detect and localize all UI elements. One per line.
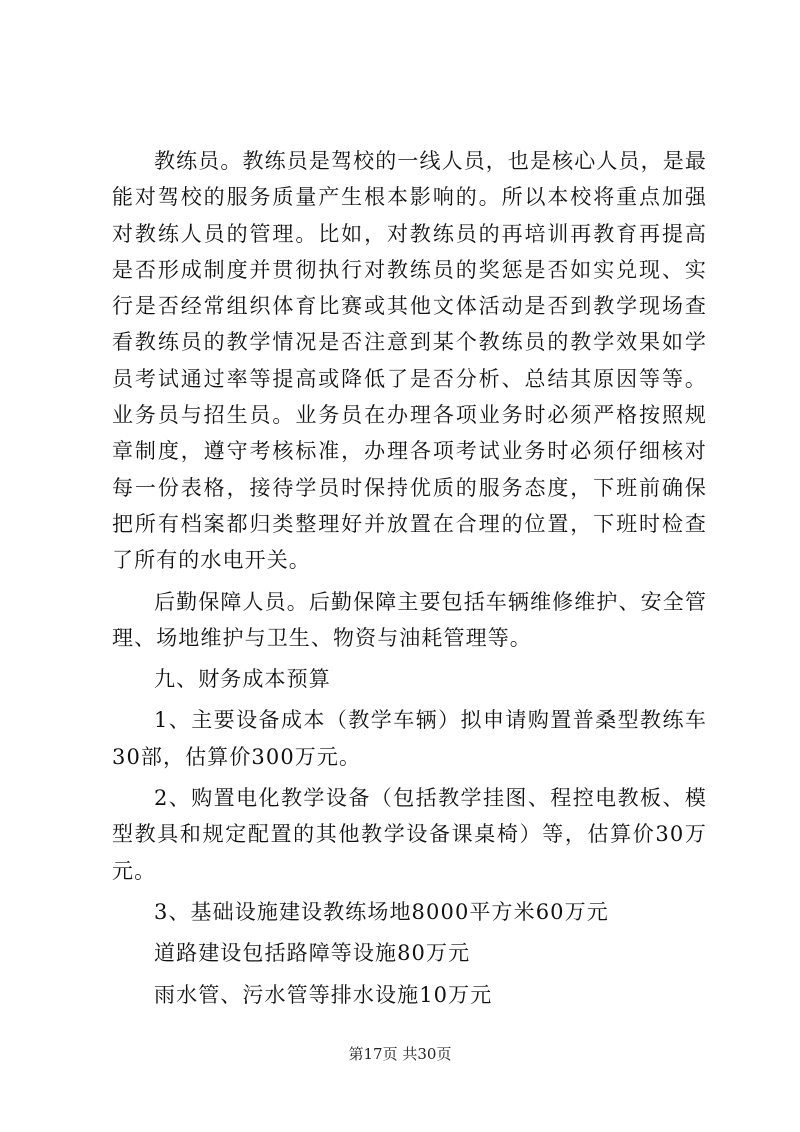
paragraph-drainage-cost: 雨水管、污水管等排水设施10万元 — [154, 982, 493, 1007]
paragraph-equipment-cost: 2、购置电化教学设备（包括教学挂图、程控电教板、模型教具和规定配置的其他教学设备课桌椅）等，估算价30万元。 — [112, 786, 707, 883]
paragraph-infrastructure-cost: 3、基础设施建设教练场地8000平方米60万元 — [154, 899, 609, 924]
document-body — [112, 143, 707, 1013]
section-heading-budget: 九、财务成本预算 — [154, 667, 331, 692]
paragraph-logistics: 后勤保障人员。后勤保障主要包括车辆维修维护、安全管理、场地维护与卫生、物资与油耗管理等。 — [112, 589, 707, 650]
paragraph-staff-management: 教练员。教练员是驾校的一线人员，也是核心人员，是最能对驾校的服务质量产生根本影响的。所以本校将重点加强对教练人员的管理。比如，对教练员的再培训再教育再提高是否形成制度并贯彻执行对教练员的奖惩是否如实兑现、实行是否经常组织体育比赛或其他文体活动是否到教学现场查看教练员的教学情况是否注意到某个教练员的教学效果如学员考试通过率等提高或降低了是否分析、总结其原因等等。业务员与招生员。业务员在办理各项业务时必须严格按照规章制度，遵守考核标准，办理各项考试业务时必须仔细核对每一份表格，接待学员时保持优质的服务态度，下班前确保把所有档案都归类整理好并放置在合理的位置，下班时检查了所有的水电开关。 — [112, 149, 707, 573]
page-number-footer: 第17页 共30页 — [348, 1045, 452, 1063]
paragraph-road-cost: 道路建设包括路障等设施80万元 — [154, 941, 471, 966]
paragraph-vehicle-cost: 1、主要设备成本（教学车辆）拟申请购置普桑型教练车30部，估算价300万元。 — [112, 708, 707, 769]
